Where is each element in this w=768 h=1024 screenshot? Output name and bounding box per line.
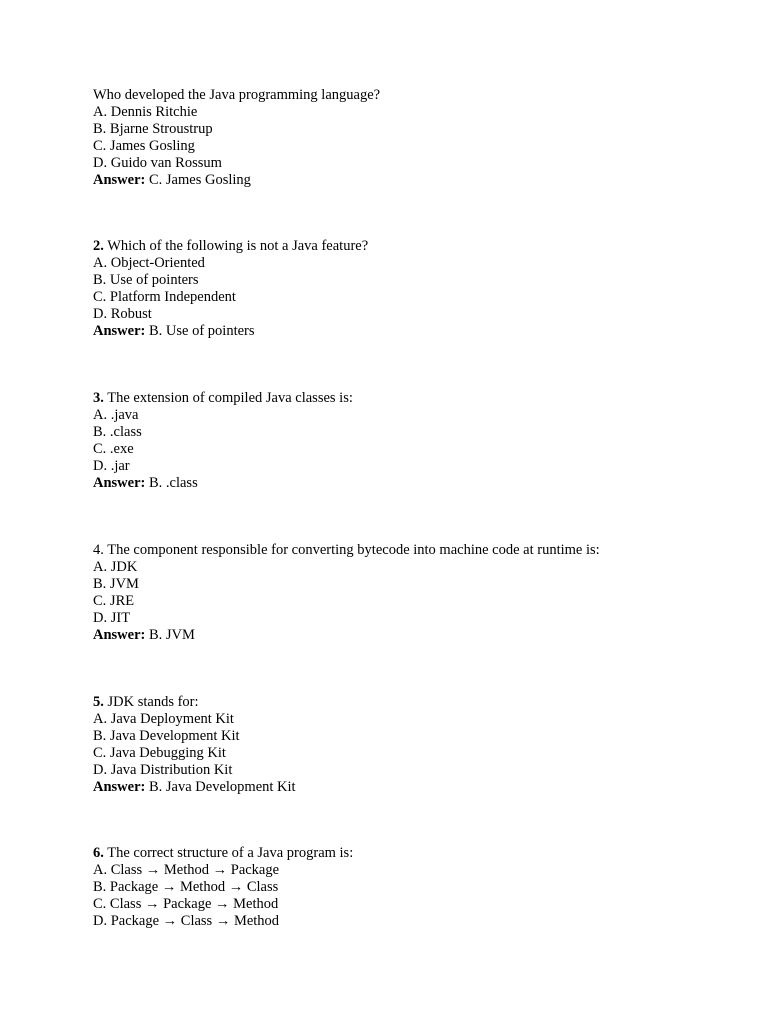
question-6-option-b: B. Package → Method → Class (93, 878, 279, 895)
question-5-option-c: C. Java Debugging Kit (93, 744, 226, 761)
question-5-option-a: A. Java Deployment Kit (93, 710, 234, 727)
question-6-number: 6. (93, 845, 104, 861)
answer-text: C. James Gosling (145, 171, 251, 188)
question-4-stem (93, 542, 753, 559)
answer-text: B. Use of pointers (145, 322, 255, 339)
question-3-option-b: B. .class (93, 423, 142, 440)
answer-label: Answer: (93, 171, 146, 188)
question-2-answer (93, 323, 753, 340)
question-2-text: Which of the following is not a Java feature? (103, 238, 369, 254)
question-2-stem (93, 238, 753, 255)
question-1-option-a: A. Dennis Ritchie (93, 103, 198, 120)
question-1-answer (93, 172, 753, 189)
question-5-option-b: B. Java Development Kit (93, 727, 240, 744)
question-3-option-d: D. .jar (93, 457, 130, 474)
question-3-number: 3. (93, 390, 104, 406)
question-5-stem (93, 694, 753, 711)
question-4-number: 4. (93, 542, 104, 558)
question-4-option-b: B. JVM (93, 575, 139, 592)
question-4-option-d: D. JIT (93, 609, 131, 626)
question-3-stem (93, 390, 753, 407)
question-6-option-d: D. Package → Class → Method (93, 912, 280, 929)
question-5-text: JDK stands for: (103, 694, 199, 710)
question-2-option-a: A. Object-Oriented (93, 254, 205, 271)
question-2-number: 2. (93, 238, 104, 254)
question-4-option-c: C. JRE (93, 592, 135, 609)
question-1-stem (93, 87, 753, 104)
question-1-option-b: B. Bjarne Stroustrup (93, 120, 213, 137)
question-5-answer (93, 779, 753, 796)
question-4-answer (93, 627, 753, 644)
question-6-stem (93, 845, 753, 862)
answer-label: Answer: (93, 778, 146, 795)
question-1-option-c: C. James Gosling (93, 137, 195, 154)
question-6-option-a: A. Class → Method → Package (93, 861, 280, 878)
question-4-option-a: A. JDK (93, 558, 138, 575)
question-2 (93, 238, 753, 339)
question-3 (93, 390, 753, 491)
answer-label: Answer: (93, 474, 146, 491)
question-1-option-d: D. Guido van Rossum (93, 154, 222, 171)
question-6-option-c: C. Class → Package → Method (93, 895, 279, 912)
question-2-option-b: B. Use of pointers (93, 271, 199, 288)
answer-text: B. Java Development Kit (145, 778, 296, 795)
answer-label: Answer: (93, 322, 146, 339)
answer-label: Answer: (93, 626, 146, 643)
question-4-text: The component responsible for converting bytecode into machine code at runtime is: (103, 542, 600, 558)
question-3-answer (93, 475, 753, 492)
question-6-text: The correct structure of a Java program is: (103, 845, 354, 861)
question-3-option-a: A. .java (93, 406, 139, 423)
question-2-option-d: D. Robust (93, 305, 152, 322)
question-5-option-d: D. Java Distribution Kit (93, 761, 233, 778)
question-1-text: Who developed the Java programming language? (93, 87, 381, 103)
question-5-number: 5. (93, 694, 104, 710)
question-3-text: The extension of compiled Java classes is: (103, 390, 353, 406)
question-4 (93, 542, 753, 643)
question-6 (93, 845, 753, 930)
question-1 (93, 87, 753, 188)
answer-text: B. .class (145, 474, 198, 491)
answer-text: B. JVM (145, 626, 195, 643)
question-5 (93, 694, 753, 795)
question-2-option-c: C. Platform Independent (93, 288, 236, 305)
question-3-option-c: C. .exe (93, 440, 134, 457)
